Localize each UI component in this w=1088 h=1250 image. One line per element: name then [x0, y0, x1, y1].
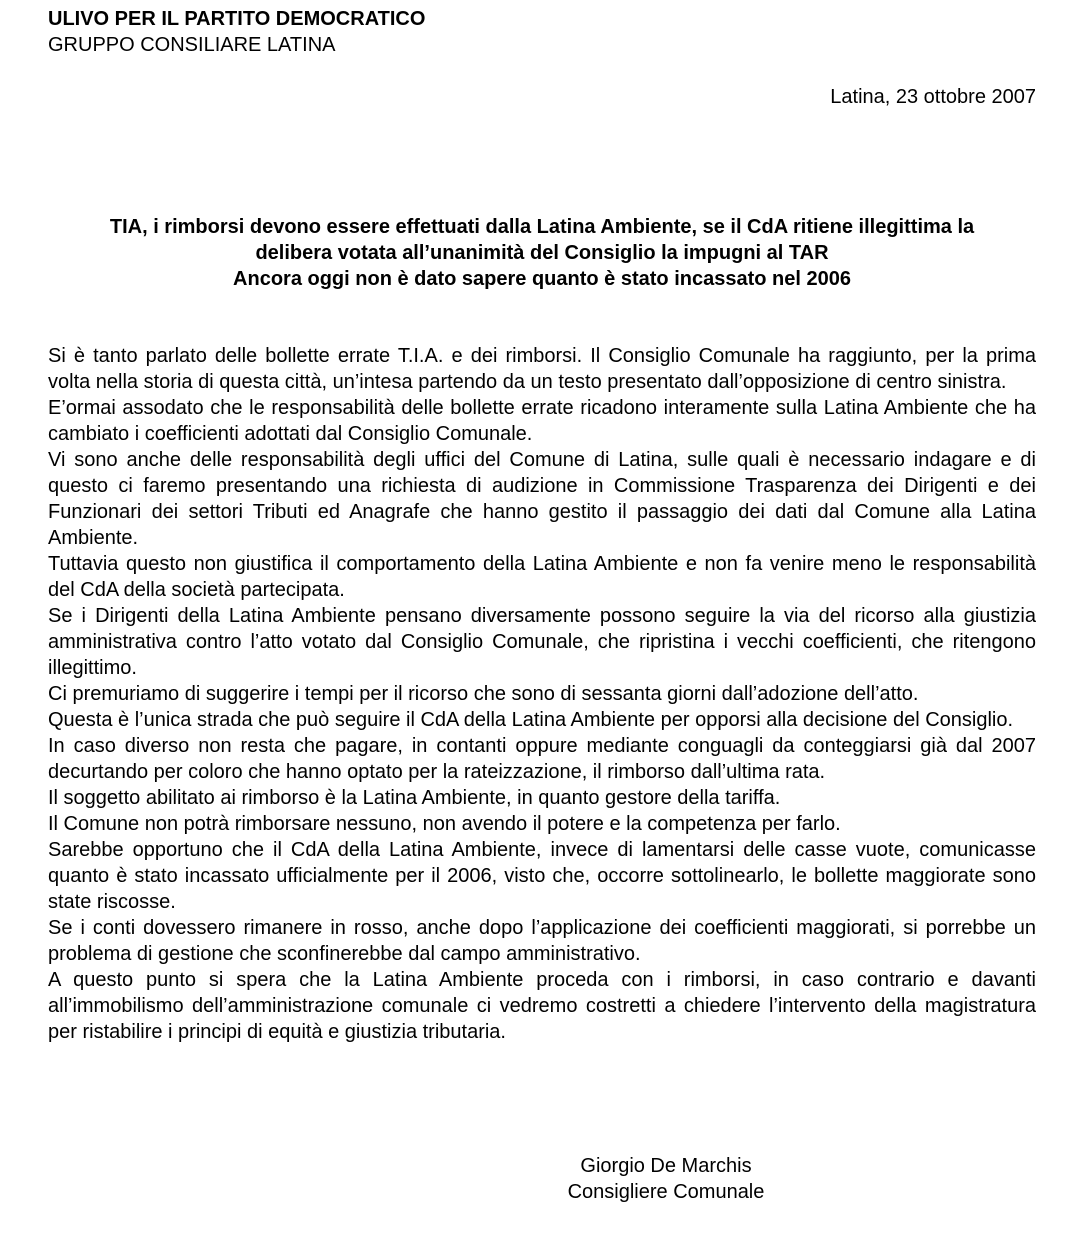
document-body	[48, 343, 1036, 1045]
title-line-3: Ancora oggi non è dato sapere quanto è stato incassato nel 2006	[233, 268, 851, 290]
body-paragraph: Ci premuriamo di suggerire i tempi per il ricorso che sono di sessanta giorni dall’adozione dell’atto.	[48, 683, 919, 705]
body-paragraph: Se i conti dovessero rimanere in rosso, anche dopo l’applicazione dei coefficienti maggiorati, si porrebbe un problema di gestione che sconfinerebbe dal campo amministrativo.	[48, 917, 1036, 965]
body-paragraph: Se i Dirigenti della Latina Ambiente pensano diversamente possono seguire la via del ricorso alla giustizia amministrativa contro l’atto votato dal Consiglio Comunale, che ripristina i vecchi coefficienti, che ritengono illegittimo.	[48, 605, 1036, 679]
body-paragraph: Il Comune non potrà rimborsare nessuno, non avendo il potere e la competenza per farlo.	[48, 813, 841, 835]
body-paragraph: E’ormai assodato che le responsabilità delle bollette errate ricadono interamente sulla Latina Ambiente che ha cambiato i coefficienti adottati dal Consiglio Comunale.	[48, 397, 1036, 445]
body-paragraph: Vi sono anche delle responsabilità degli uffici del Comune di Latina, sulle quali è necessario indagare e di questo ci faremo presentando una richiesta di audizione in Commissione Trasparenza dei Dirigenti e dei Funzionari dei settori Tributi ed Anagrafe che hanno gestito il passaggio dei dati dal Comune alla Latina Ambiente.	[48, 449, 1036, 549]
signature-block	[530, 1153, 802, 1205]
document-date: Latina, 23 ottobre 2007	[830, 86, 1036, 108]
body-paragraph: Il soggetto abilitato ai rimborso è la Latina Ambiente, in quanto gestore della tariffa.	[48, 787, 781, 809]
document-title	[48, 214, 1036, 292]
organization-name: ULIVO PER IL PARTITO DEMOCRATICO	[48, 8, 426, 30]
signatory-role: Consigliere Comunale	[567, 1181, 765, 1203]
title-line-2: delibera votata all’unanimità del Consiglio la impugni al TAR	[255, 242, 829, 264]
body-paragraph: In caso diverso non resta che pagare, in contanti oppure mediante conguagli da conteggiarsi già dal 2007 decurtando per coloro che hanno optato per la rateizzazione, il rimborso dall’ultima rata.	[48, 735, 1036, 783]
signatory-name: Giorgio De Marchis	[580, 1155, 752, 1177]
body-paragraph: A questo punto si spera che la Latina Ambiente proceda con i rimborsi, in caso contrario e davanti all’immobilismo dell’amministrazione comunale ci vedremo costretti a chiedere l’intervento della magistratura per ristabilire i principi di equità e giustizia tributaria.	[48, 969, 1036, 1043]
body-paragraph: Tuttavia questo non giustifica il comportamento della Latina Ambiente e non fa venire meno le responsabilità del CdA della società partecipata.	[48, 553, 1036, 601]
title-line-1: TIA, i rimborsi devono essere effettuati dalla Latina Ambiente, se il CdA ritiene illegittima la	[109, 216, 975, 238]
body-paragraph: Si è tanto parlato delle bollette errate T.I.A. e dei rimborsi. Il Consiglio Comunale ha raggiunto, per la prima volta nella storia di questa città, un’intesa partendo da un testo presentato dall’opposizione di centro sinistra.	[48, 345, 1036, 393]
letterhead	[48, 6, 425, 58]
body-paragraph: Questa è l’unica strada che può seguire il CdA della Latina Ambiente per opporsi alla decisione del Consiglio.	[48, 709, 1014, 731]
group-name: GRUPPO CONSILIARE LATINA	[48, 34, 336, 56]
body-paragraph: Sarebbe opportuno che il CdA della Latina Ambiente, invece di lamentarsi delle casse vuote, comunicasse quanto è stato incassato ufficialmente per il 2006, visto che, occorre sottolinearlo, le bollette maggiorate sono state riscosse.	[48, 839, 1036, 913]
